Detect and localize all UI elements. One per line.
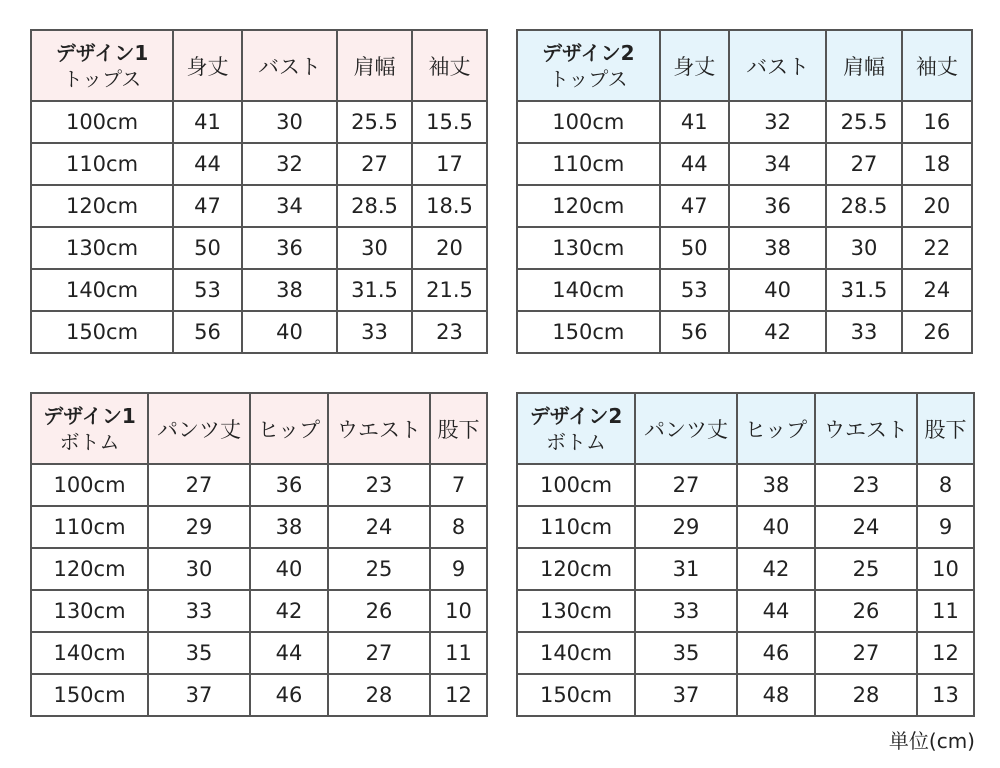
value-cell: 16: [902, 101, 972, 143]
size-cell: 150cm: [31, 674, 148, 716]
size-cell: 110cm: [517, 506, 635, 548]
value-cell: 42: [729, 311, 826, 353]
value-cell: 32: [242, 143, 337, 185]
size-cell: 130cm: [31, 227, 173, 269]
value-cell: 33: [337, 311, 412, 353]
value-cell: 7: [430, 464, 487, 506]
table-row: [517, 227, 972, 269]
value-cell: 28: [815, 674, 917, 716]
value-cell: 26: [902, 311, 972, 353]
value-cell: 26: [328, 590, 430, 632]
design-title: デザイン2: [529, 403, 623, 428]
value-cell: 18: [902, 143, 972, 185]
value-cell: 33: [826, 311, 901, 353]
table-row: [31, 632, 487, 674]
column-header: パンツ丈: [148, 393, 250, 464]
value-cell: 35: [148, 632, 250, 674]
size-cell: 100cm: [31, 464, 148, 506]
value-cell: 22: [902, 227, 972, 269]
value-cell: 15.5: [412, 101, 487, 143]
column-header: ヒップ: [737, 393, 815, 464]
value-cell: 40: [250, 548, 328, 590]
value-cell: 38: [250, 506, 328, 548]
value-cell: 29: [148, 506, 250, 548]
table-row: [31, 101, 487, 143]
value-cell: 50: [173, 227, 242, 269]
table-header-row: [517, 30, 972, 101]
value-cell: 41: [660, 101, 729, 143]
table-row: [31, 506, 487, 548]
value-cell: 9: [430, 548, 487, 590]
value-cell: 28: [328, 674, 430, 716]
value-cell: 27: [328, 632, 430, 674]
table-row: [517, 590, 974, 632]
column-header: バスト: [729, 30, 826, 101]
size-cell: 140cm: [517, 269, 660, 311]
value-cell: 26: [815, 590, 917, 632]
size-cell: 100cm: [31, 101, 173, 143]
value-cell: 11: [430, 632, 487, 674]
value-cell: 34: [729, 143, 826, 185]
column-header: 股下: [430, 393, 487, 464]
size-table-design1-bottoms: [30, 392, 488, 717]
value-cell: 27: [826, 143, 901, 185]
size-cell: 120cm: [31, 548, 148, 590]
value-cell: 12: [917, 632, 974, 674]
value-cell: 44: [250, 632, 328, 674]
value-cell: 30: [148, 548, 250, 590]
table-header-row: [31, 393, 487, 464]
table-row: [517, 464, 974, 506]
size-cell: 150cm: [517, 311, 660, 353]
column-header: 肩幅: [337, 30, 412, 101]
column-header: 身丈: [173, 30, 242, 101]
size-cell: 100cm: [517, 101, 660, 143]
value-cell: 9: [917, 506, 974, 548]
value-cell: 37: [148, 674, 250, 716]
table-row: [31, 143, 487, 185]
size-cell: 130cm: [517, 590, 635, 632]
table-header-row: [517, 393, 974, 464]
design-category: ボトム: [59, 429, 120, 454]
table-row: [31, 590, 487, 632]
value-cell: 44: [660, 143, 729, 185]
size-table-design2-bottoms: [516, 392, 975, 717]
value-cell: 46: [250, 674, 328, 716]
value-cell: 24: [328, 506, 430, 548]
value-cell: 17: [412, 143, 487, 185]
value-cell: 25: [328, 548, 430, 590]
size-cell: 110cm: [31, 506, 148, 548]
value-cell: 30: [337, 227, 412, 269]
value-cell: 36: [729, 185, 826, 227]
table-row: [517, 311, 972, 353]
value-cell: 56: [660, 311, 729, 353]
value-cell: 47: [173, 185, 242, 227]
value-cell: 24: [815, 506, 917, 548]
column-header: 肩幅: [826, 30, 901, 101]
table-row: [517, 674, 974, 716]
value-cell: 44: [173, 143, 242, 185]
value-cell: 28.5: [337, 185, 412, 227]
value-cell: 25.5: [826, 101, 901, 143]
value-cell: 27: [148, 464, 250, 506]
table-row: [517, 185, 972, 227]
value-cell: 23: [412, 311, 487, 353]
column-header: 身丈: [660, 30, 729, 101]
value-cell: 40: [242, 311, 337, 353]
value-cell: 25.5: [337, 101, 412, 143]
table-header-row: [31, 30, 487, 101]
value-cell: 36: [242, 227, 337, 269]
size-cell: 140cm: [31, 269, 173, 311]
table-row: [31, 548, 487, 590]
value-cell: 48: [737, 674, 815, 716]
value-cell: 29: [635, 506, 737, 548]
table-row: [31, 464, 487, 506]
column-header: 袖丈: [902, 30, 972, 101]
table-row: [31, 227, 487, 269]
value-cell: 40: [737, 506, 815, 548]
value-cell: 10: [917, 548, 974, 590]
value-cell: 40: [729, 269, 826, 311]
value-cell: 18.5: [412, 185, 487, 227]
table-row: [31, 674, 487, 716]
value-cell: 38: [737, 464, 815, 506]
table-row: [517, 143, 972, 185]
value-cell: 44: [737, 590, 815, 632]
table-row: [517, 506, 974, 548]
design-category: トップス: [549, 66, 628, 91]
size-cell: 140cm: [31, 632, 148, 674]
value-cell: 38: [729, 227, 826, 269]
value-cell: 53: [660, 269, 729, 311]
value-cell: 20: [412, 227, 487, 269]
size-cell: 110cm: [31, 143, 173, 185]
size-table-design1-tops: [30, 29, 488, 354]
value-cell: 21.5: [412, 269, 487, 311]
value-cell: 10: [430, 590, 487, 632]
design-title: デザイン2: [542, 40, 635, 65]
value-cell: 46: [737, 632, 815, 674]
design-title: デザイン1: [55, 40, 149, 65]
value-cell: 32: [729, 101, 826, 143]
value-cell: 30: [242, 101, 337, 143]
value-cell: 23: [328, 464, 430, 506]
column-header: パンツ丈: [635, 393, 737, 464]
table-row: [517, 548, 974, 590]
size-table-design2-tops: [516, 29, 973, 354]
value-cell: 33: [148, 590, 250, 632]
value-cell: 27: [815, 632, 917, 674]
value-cell: 12: [430, 674, 487, 716]
column-header: 袖丈: [412, 30, 487, 101]
value-cell: 37: [635, 674, 737, 716]
column-header: ヒップ: [250, 393, 328, 464]
value-cell: 38: [242, 269, 337, 311]
design-category: トップス: [62, 66, 142, 91]
value-cell: 28.5: [826, 185, 901, 227]
value-cell: 30: [826, 227, 901, 269]
design-label-cell: [517, 393, 635, 464]
value-cell: 8: [430, 506, 487, 548]
value-cell: 42: [250, 590, 328, 632]
value-cell: 36: [250, 464, 328, 506]
value-cell: 35: [635, 632, 737, 674]
value-cell: 27: [635, 464, 737, 506]
value-cell: 31.5: [826, 269, 901, 311]
value-cell: 31: [635, 548, 737, 590]
size-cell: 100cm: [517, 464, 635, 506]
design-label-cell: [517, 30, 660, 101]
table-row: [517, 632, 974, 674]
value-cell: 11: [917, 590, 974, 632]
value-cell: 42: [737, 548, 815, 590]
value-cell: 27: [337, 143, 412, 185]
value-cell: 20: [902, 185, 972, 227]
column-header: ウエスト: [328, 393, 430, 464]
value-cell: 56: [173, 311, 242, 353]
size-cell: 120cm: [517, 548, 635, 590]
value-cell: 31.5: [337, 269, 412, 311]
column-header: バスト: [242, 30, 337, 101]
value-cell: 34: [242, 185, 337, 227]
size-cell: 120cm: [517, 185, 660, 227]
value-cell: 41: [173, 101, 242, 143]
size-cell: 150cm: [517, 674, 635, 716]
table-row: [517, 269, 972, 311]
value-cell: 47: [660, 185, 729, 227]
table-row: [31, 185, 487, 227]
size-cell: 130cm: [517, 227, 660, 269]
value-cell: 23: [815, 464, 917, 506]
design-label-cell: [31, 393, 148, 464]
size-cell: 120cm: [31, 185, 173, 227]
column-header: ウエスト: [815, 393, 917, 464]
table-row: [31, 311, 487, 353]
size-cell: 140cm: [517, 632, 635, 674]
design-label-cell: [31, 30, 173, 101]
design-category: ボトム: [546, 429, 606, 454]
value-cell: 13: [917, 674, 974, 716]
value-cell: 33: [635, 590, 737, 632]
value-cell: 24: [902, 269, 972, 311]
value-cell: 50: [660, 227, 729, 269]
unit-note: 単位(cm): [888, 729, 975, 753]
table-row: [517, 101, 972, 143]
design-title: デザイン1: [43, 403, 136, 428]
size-cell: 150cm: [31, 311, 173, 353]
value-cell: 25: [815, 548, 917, 590]
size-cell: 110cm: [517, 143, 660, 185]
value-cell: 8: [917, 464, 974, 506]
size-cell: 130cm: [31, 590, 148, 632]
value-cell: 53: [173, 269, 242, 311]
table-row: [31, 269, 487, 311]
column-header: 股下: [917, 393, 974, 464]
